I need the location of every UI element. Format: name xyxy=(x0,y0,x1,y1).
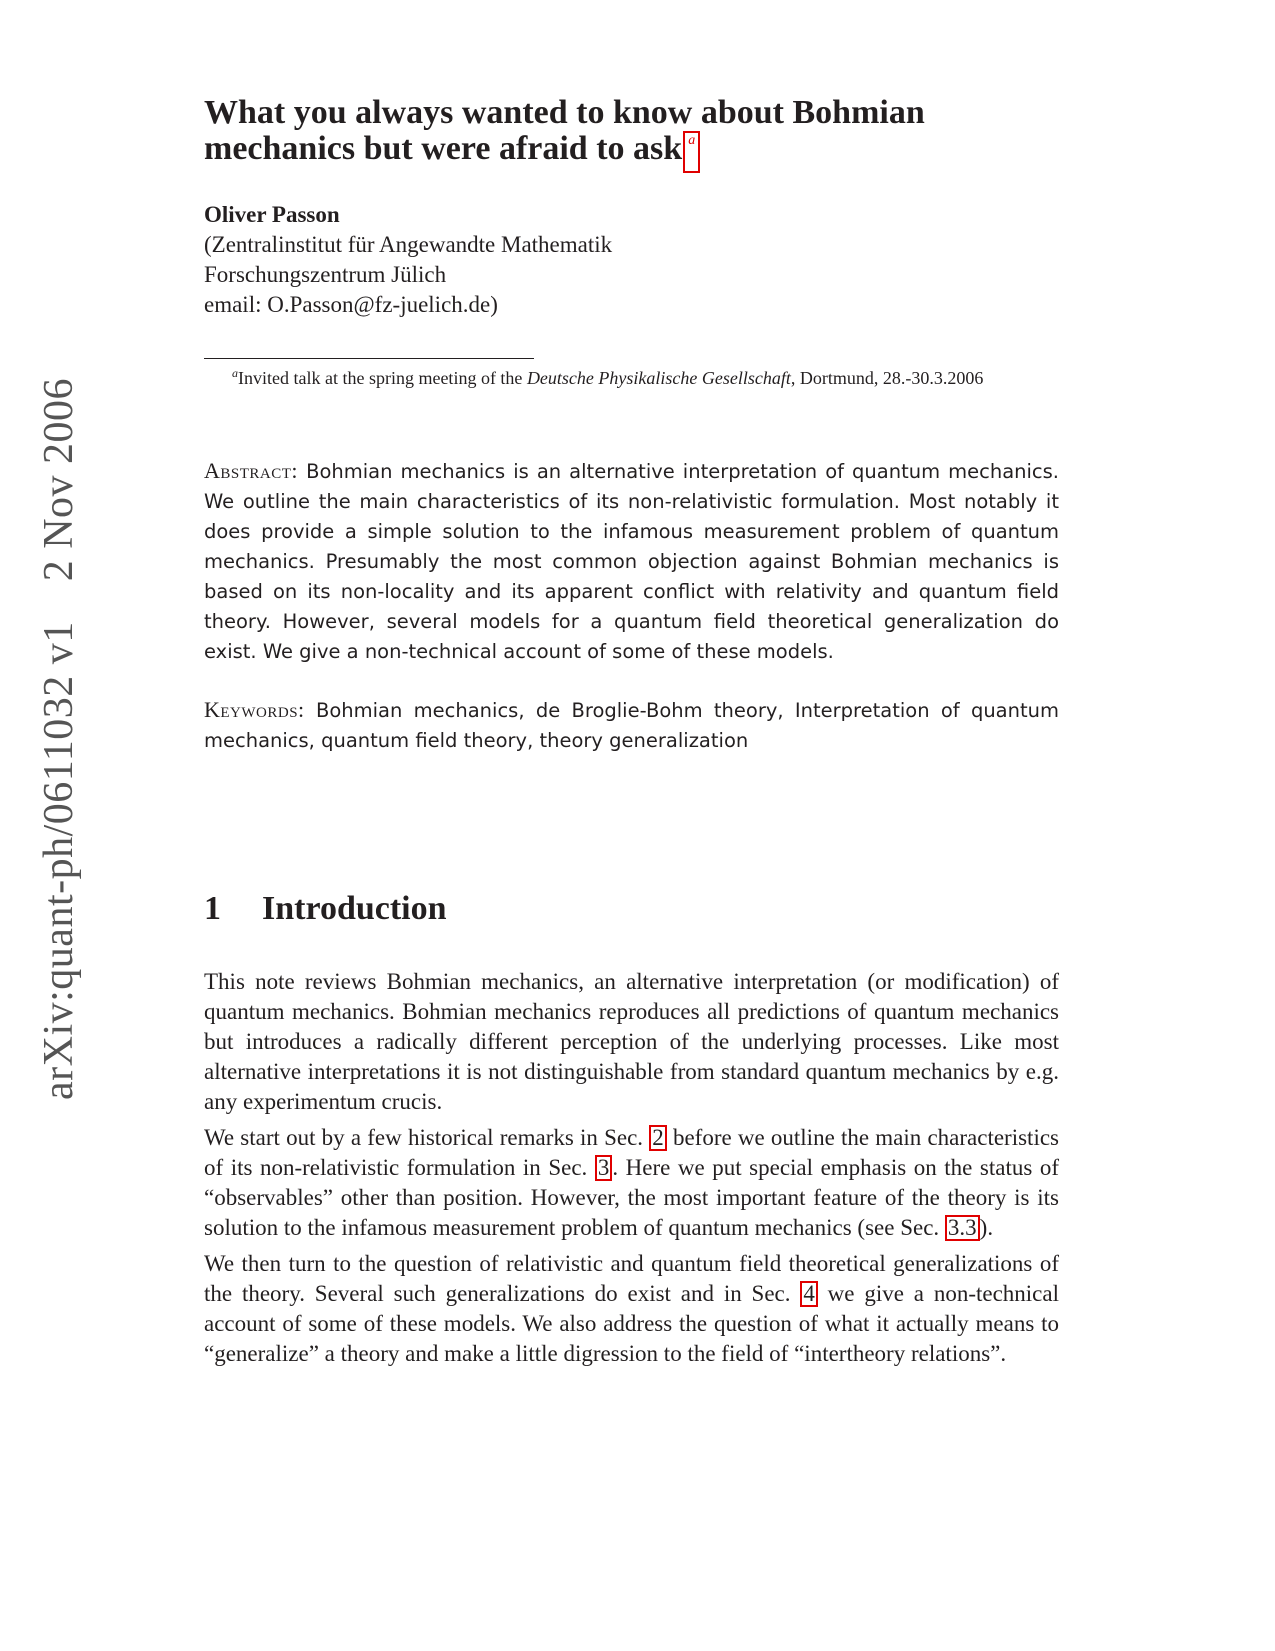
arxiv-identifier: arXiv:quant-ph/0611032 v1 xyxy=(36,621,82,1100)
body-text xyxy=(204,967,1059,1375)
footnote-marker: a xyxy=(232,366,238,380)
section-heading xyxy=(204,890,447,928)
section-number: 1 xyxy=(204,890,221,927)
section-ref-link[interactable]: 3.3 xyxy=(945,1215,980,1241)
author-block xyxy=(204,200,612,320)
keywords-label: Keywords: xyxy=(204,697,305,722)
arxiv-date: 2 Nov 2006 xyxy=(36,377,82,582)
paragraph-3-text: we give a non-technical account of some of these models. We also address the question of what it actually means to “generalize” a theory and make a little digression to the field of “intertheory relations”. xyxy=(204,1281,1059,1366)
title-text: What you always wanted to know about Bohmian mechanics but were afraid to ask xyxy=(204,94,925,167)
section-ref-link[interactable]: 2 xyxy=(649,1125,667,1151)
footnote-society: Deutsche Physikalische Gesellschaft xyxy=(526,368,791,388)
paragraph-2-text: . Here we put special emphasis on the status of “observables” other than position. However, the most important feature of the theory is its solution to the infamous measurement problem of quantum mechanics (see Sec. xyxy=(204,1155,1060,1240)
footnote-text-before: Invited talk at the spring meeting of the xyxy=(238,368,527,388)
footnote-text-after: , Dortmund, 28.-30.3.2006 xyxy=(790,368,984,388)
paragraph-3 xyxy=(204,1249,1059,1369)
arxiv-side-stamp xyxy=(35,378,83,1100)
author-affiliation-1: (Zentralinstitut für Angewandte Mathematik xyxy=(204,232,613,257)
author-affiliation-2: Forschungszentrum Jülich xyxy=(204,262,447,287)
paragraph-2-text: ). xyxy=(979,1215,994,1240)
paragraph-2-text: We start out by a few historical remarks in Sec. xyxy=(204,1125,650,1150)
paragraph-1: This note reviews Bohmian mechanics, an alternative interpretation (or modification) of quantum mechanics. Bohmian mechanics reproduces all predictions of quantum mechanics but introduces a radically different perception of the underlying processes. Like most alternative interpretations it is not distinguishable from standard quantum mechanics by e.g. any experimentum crucis. xyxy=(204,969,1059,1114)
section-ref-link[interactable]: 4 xyxy=(800,1281,818,1307)
section-title: Introduction xyxy=(262,890,447,927)
keywords xyxy=(204,695,1059,756)
abstract xyxy=(204,456,1059,667)
paragraph-2-text: before we outline the main characteristics of its non-relativistic formulation in Sec. xyxy=(204,1125,1059,1180)
footnote xyxy=(204,360,1064,391)
footnote-divider xyxy=(204,358,534,359)
author-name: Oliver Passon xyxy=(204,202,340,227)
abstract-text: Bohmian mechanics is an alternative interpretation of quantum mechanics. We outline the main characteristics of its non-relativistic formulation. Most notably it does provide a simple solution to the infamous measurement problem of quantum mechanics. Presumably the most common objection against Bohmian mechanics is based on its non-locality and its apparent conflict with relativity and quantum field theory. However, several models for a quantum field theoretical generalization do exist. We give a non-technical account of some of these models. xyxy=(204,460,1059,663)
title-footnote-link[interactable]: a xyxy=(683,131,700,173)
paragraph-2 xyxy=(204,1123,1059,1243)
abstract-label: Abstract: xyxy=(204,458,299,483)
section-ref-link[interactable]: 3 xyxy=(595,1155,613,1181)
keywords-text: Bohmian mechanics, de Broglie-Bohm theory, Interpretation of quantum mechanics, quantum field theory, theory generalization xyxy=(204,699,1059,752)
page-title xyxy=(204,95,1064,173)
author-email: email: O.Passon@fz-juelich.de) xyxy=(204,292,498,317)
paragraph-3-text: We then turn to the question of relativistic and quantum field theoretical generalizations of the theory. Several such generalizations do exist and in Sec. xyxy=(204,1251,1059,1306)
